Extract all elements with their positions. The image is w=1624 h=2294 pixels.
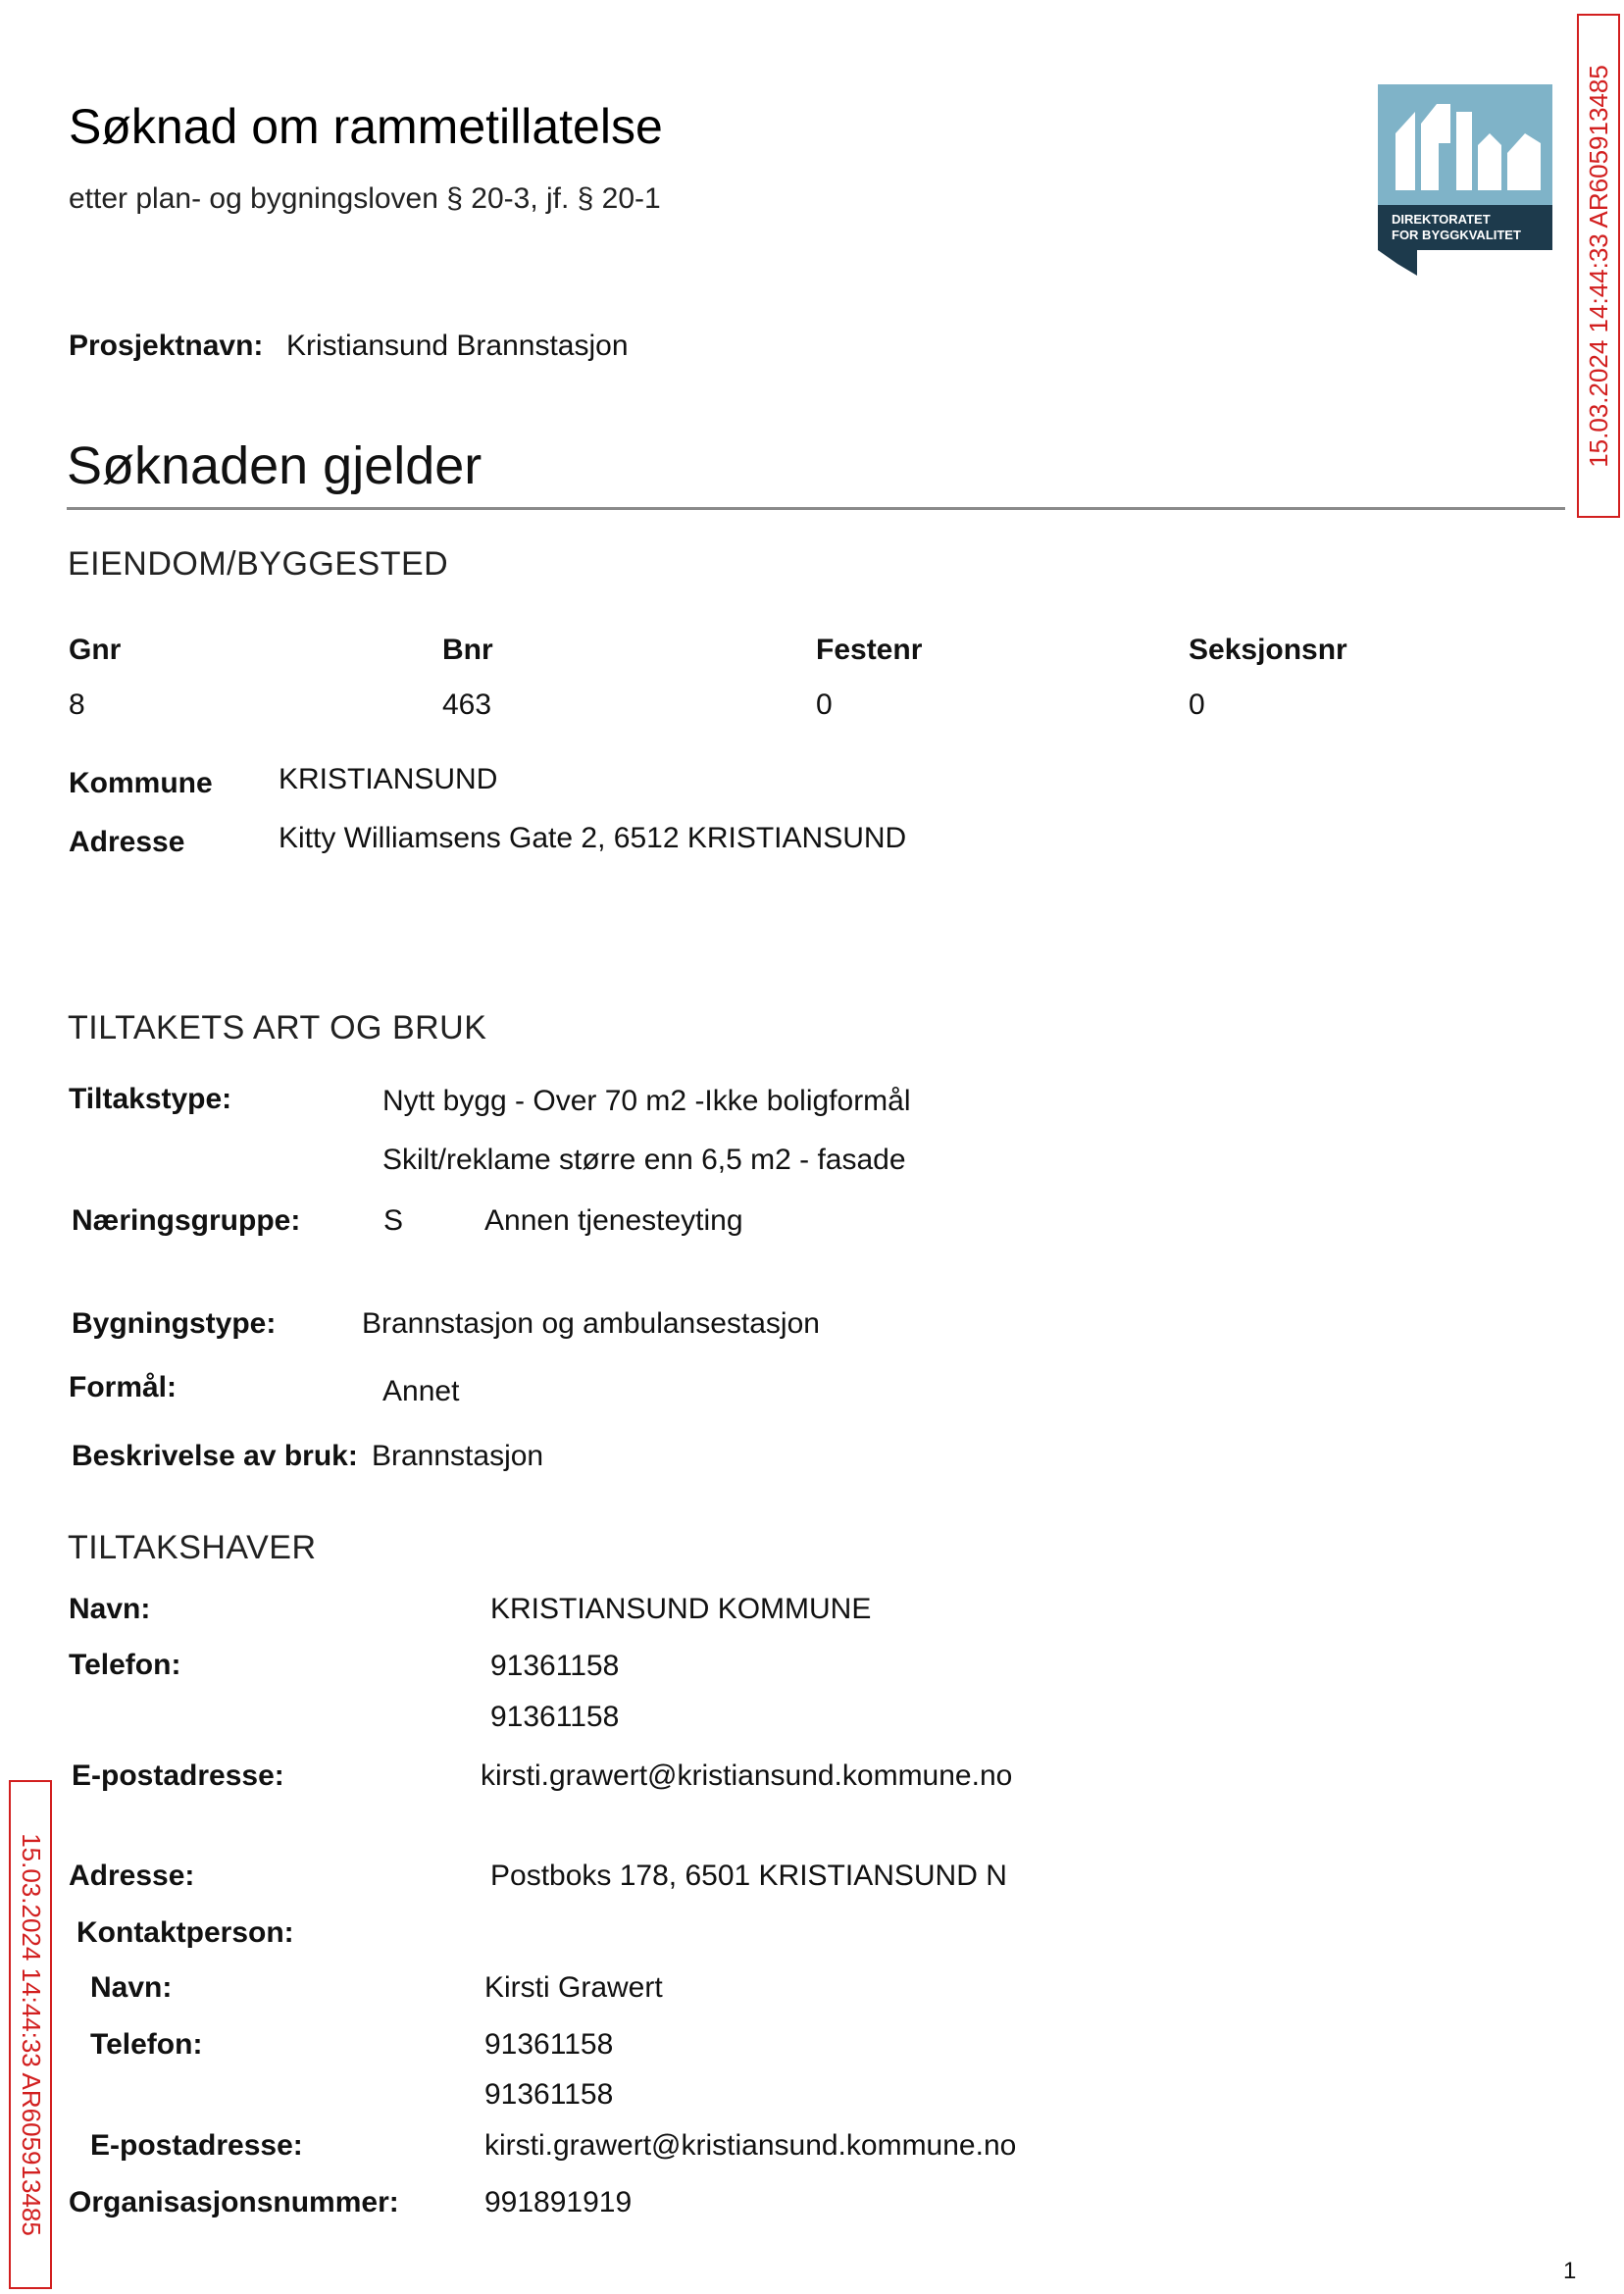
epost-label: E-postadresse: (72, 1759, 284, 1792)
tiltakstype-label: Tiltakstype: (69, 1083, 232, 1115)
page-subtitle: etter plan- og bygningsloven § 20-3, jf. § 20-1 (69, 182, 661, 215)
festenr-value: 0 (816, 688, 833, 721)
festenr-label: Festenr (816, 634, 923, 666)
naeringsgruppe-value: Annen tjenesteyting (484, 1204, 743, 1237)
adresse-value: Postboks 178, 6501 KRISTIANSUND N (490, 1860, 1007, 1892)
formal-value: Annet (382, 1375, 460, 1407)
adresse-label: Adresse (69, 826, 185, 858)
org-value: 991891919 (484, 2186, 633, 2218)
dibk-logo (1378, 84, 1552, 276)
stamp-text: 15.03.2024 14:44:33 AR605913485 (1583, 64, 1613, 468)
dibk-logo-icon (1378, 84, 1552, 276)
tiltakstype-value-1: Nytt bygg - Over 70 m2 -Ikke boligformål (382, 1085, 911, 1117)
navn-label: Navn: (69, 1593, 151, 1625)
project-label: Prosjektnavn: (69, 330, 264, 362)
logo-line2: FOR BYGGKVALITET (1392, 228, 1521, 242)
section-divider (67, 507, 1565, 510)
tiltakshaver-heading: TILTAKSHAVER (68, 1529, 317, 1566)
project-value: Kristiansund Brannstasjon (286, 330, 629, 362)
tiltakstype-value-2: Skilt/reklame større enn 6,5 m2 - fasade (382, 1144, 906, 1176)
eiendom-heading: EIENDOM/BYGGESTED (68, 545, 449, 583)
bruk-value: Brannstasjon (372, 1440, 544, 1472)
kontakt-epost-label: E-postadresse: (90, 2129, 303, 2162)
formal-label: Formål: (69, 1371, 178, 1403)
gnr-label: Gnr (69, 634, 122, 666)
telefon-label: Telefon: (69, 1649, 181, 1681)
page-number: 1 (1563, 2258, 1577, 2284)
receipt-stamp-bottom (9, 1780, 52, 2289)
page-title: Søknad om rammetillatelse (69, 99, 663, 154)
org-label: Organisasjonsnummer: (69, 2186, 399, 2218)
seksjonsnr-value: 0 (1189, 688, 1205, 721)
navn-value: KRISTIANSUND KOMMUNE (490, 1593, 872, 1625)
seksjonsnr-label: Seksjonsnr (1189, 634, 1347, 666)
bruk-label: Beskrivelse av bruk: (72, 1440, 358, 1472)
kontakt-navn-label: Navn: (90, 1971, 173, 2004)
stamp-text: 15.03.2024 14:44:33 AR605913485 (16, 1833, 46, 2236)
bnr-value: 463 (442, 688, 492, 721)
bygningstype-value: Brannstasjon og ambulansestasjon (362, 1307, 820, 1340)
section-heading: Søknaden gjelder (67, 436, 482, 495)
bygningstype-label: Bygningstype: (72, 1307, 277, 1340)
kommune-value: KRISTIANSUND (279, 763, 498, 795)
logo-line1: DIREKTORATET (1392, 212, 1491, 227)
kontaktperson-label: Kontaktperson: (76, 1916, 294, 1949)
kommune-label: Kommune (69, 767, 213, 799)
bnr-label: Bnr (442, 634, 493, 666)
kontakt-navn-value: Kirsti Grawert (484, 1971, 663, 2004)
adresse-value: Kitty Williamsens Gate 2, 6512 KRISTIANSUND (279, 822, 907, 854)
receipt-stamp-top (1577, 14, 1620, 518)
kontakt-telefon-value-1: 91361158 (484, 2028, 614, 2061)
naeringsgruppe-label: Næringsgruppe: (72, 1204, 301, 1237)
tiltak-heading: TILTAKETS ART OG BRUK (68, 1009, 487, 1046)
epost-value: kirsti.grawert@kristiansund.kommune.no (481, 1759, 1013, 1792)
telefon-value-1: 91361158 (490, 1650, 620, 1682)
adresse-label: Adresse: (69, 1860, 195, 1892)
naeringsgruppe-code: S (383, 1204, 404, 1237)
kontakt-telefon-label: Telefon: (90, 2028, 203, 2061)
kontakt-telefon-value-2: 91361158 (484, 2078, 614, 2111)
gnr-value: 8 (69, 688, 85, 721)
kontakt-epost-value: kirsti.grawert@kristiansund.kommune.no (484, 2129, 1017, 2162)
telefon-value-2: 91361158 (490, 1701, 620, 1733)
